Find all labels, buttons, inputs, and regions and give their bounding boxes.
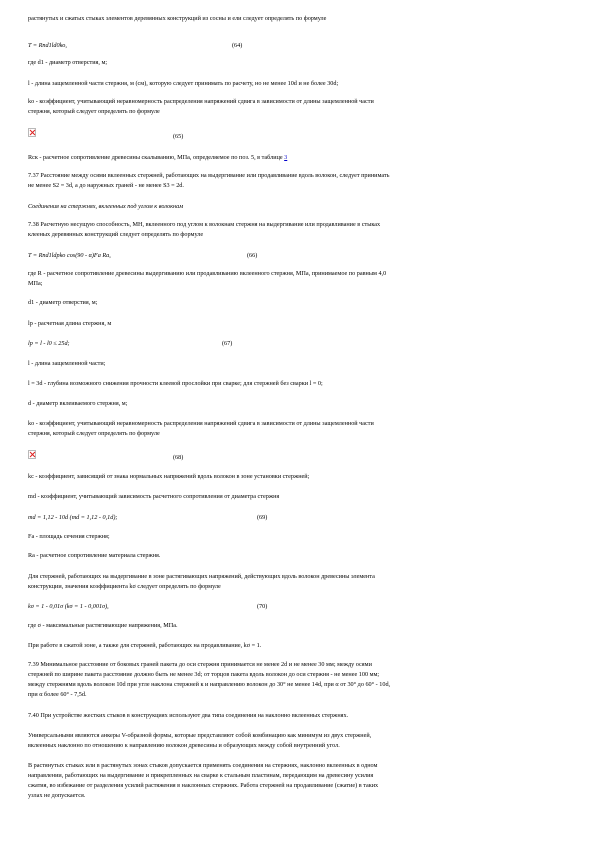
text-line: узлах не допускается. xyxy=(28,792,86,799)
text-line: между стержнями вдоль волокон 10d при угле наклона стержней к и направлению волокон до 30° не менее 14d, при α от 30° до 60° - 10d, xyxy=(28,681,391,688)
formula-number: (68) xyxy=(173,454,184,461)
text-line: направлении, работающих на выдергивание и прикрепленных на сварке к стальным пластинам, передающим на древесину усилия xyxy=(28,772,374,779)
text-line: 7.38 Расчетную несущую способность, МН, вклеенного под углом к волокнам стержня на выдергивание или продавливание в стыках xyxy=(28,221,381,228)
text-line: конструкции, значения коэффициента kσ следует определять по формуле xyxy=(28,583,221,590)
text-line: Rск - расчетное сопротивление древесины скалыванию, МПа, определяемое по поз. 5, в таблице 3 xyxy=(28,154,288,161)
formula-number: (64) xyxy=(232,42,243,49)
text-line: l - длина защемленной части стержня, м (см), которую следует принимать по расчету, но не менее 10d и не более 30d; xyxy=(28,80,339,87)
formula-number: (65) xyxy=(173,133,184,140)
text-line: Fa - площадь сечения стержня; xyxy=(28,533,110,540)
text-line: kc - коэффициент, зависящий от знака нормальных напряжений вдоль волокон в зоне установки стержней; xyxy=(28,473,310,480)
formula-66: T = Rnd1ldpko cos(90 - α)Fa Ra, xyxy=(28,252,111,259)
broken-image-icon xyxy=(28,450,36,459)
text-line: В растянутых стыках или в растянутых зонах стыков допускается применять соединения на стержнях, наклонно вклеенных в одном xyxy=(28,762,378,769)
text-line: lp - расчетная длина стержня, м xyxy=(28,320,112,327)
text-line: ko - коэффициент, учитывающий неравномерность распределения напряжений сдвига в зависимости от длины защемленной части xyxy=(28,98,374,105)
text-line: 7.40 При устройстве жестких стыков в конструкциях используют два типа соединения на наклонно вклеенных стержнях. xyxy=(28,712,349,719)
text-line: не менее S2 = 3d, а до наружных граней - не менее S3 = 2d. xyxy=(28,182,184,189)
text-line: ko - коэффициент, учитывающий неравномерность распределения напряжений сдвига в зависимости от длины защемленной части xyxy=(28,420,374,427)
formula-67: lp = l - l0 ≤ 25d; xyxy=(28,340,70,347)
formula-number: (67) xyxy=(222,340,233,347)
text-line: При работе в сжатой зоне, а также для стержней, работающих на продавливание, kσ = 1. xyxy=(28,642,262,649)
text-line: сжатия, во избежание от разделения усилий растяжения в наклонных стержнях. Работа стержней на продавливание (сжатие) в таких xyxy=(28,782,379,789)
text-line: МПа; xyxy=(28,280,43,287)
text-line: стержней по ширине пакета расстояние должно быть не менее 3d; от торцов пакета вдоль волокон до оси стержня - не менее 100 мм; xyxy=(28,671,380,678)
text-line: растянутых и сжатых стыках элементов деревянных конструкций из сосны и ели следует определять по формуле xyxy=(28,15,327,22)
formula-64: T = Rnd1ld0ko, xyxy=(28,42,67,49)
table-link[interactable]: 3 xyxy=(284,154,288,161)
text-line: d1 - диаметр отверстия, м; xyxy=(28,299,98,306)
formula-70: kσ = 1 - 0,01σ (kσ = 1 - 0,001σ), xyxy=(28,603,109,610)
text-line: стержня, который следует определять по формуле xyxy=(28,430,160,437)
text-line: вклеенных наклонно по отношению к направлению волокон древесины и образующих между собой внутренний угол. xyxy=(28,742,340,749)
text-line: l = 3d - глубина возможного снижения прочности клеевой прослойки при сварке; для стержней без сварки l = 0; xyxy=(28,380,323,387)
text-line: Универсальными являются анкеры V-образной формы, которые представляют собой комбинацию как минимум из двух стержней, xyxy=(28,732,372,739)
text-line: где σ - максимальные растягивающие напряжения, МПа. xyxy=(28,622,178,629)
formula-number: (69) xyxy=(257,514,268,521)
text-line: 7.37 Расстояние между осями вклеенных стержней, работающих на выдергивание или продавливание вдоль волокон, следует принимать xyxy=(28,172,390,179)
text-line: где R - расчетное сопротивление древесины выдергиванию или продавливанию вклеенного стержня, МПа, принимаемое по равным 4,0 xyxy=(28,270,387,277)
text-line: при α более 60° - 7,5d. xyxy=(28,691,87,698)
broken-image-icon xyxy=(28,128,36,137)
text-line: где d1 - диаметр отверстия, м; xyxy=(28,59,108,66)
text-line: l - длина защемленной части; xyxy=(28,360,106,367)
text-line: Ra - расчетное сопротивление материала стержня. xyxy=(28,552,161,559)
text-line: d - диаметр вклеиваемого стержня, м; xyxy=(28,400,128,407)
text-line: стержня, который следует определять по формуле xyxy=(28,108,160,115)
section-heading: Соединения на стержнях, вклеенных под углом к волокнам xyxy=(28,203,184,210)
text-line: md - коэффициент, учитывающий зависимость расчетного сопротивления от диаметра стержня xyxy=(28,493,280,500)
formula-number: (70) xyxy=(257,603,268,610)
text-line: Для стержней, работающих на выдергивание в зоне растягивающих напряжений, действующих вдоль волокон древесины элемента xyxy=(28,573,375,580)
formula-69: md = 1,12 - 10d (md = 1,12 - 0,1d); xyxy=(28,514,118,521)
text-line: 7.39 Минимальное расстояние от боковых граней пакета до оси стержня принимается не менее 2d и не менее 30 мм; между осями xyxy=(28,661,372,668)
formula-number: (66) xyxy=(247,252,258,259)
text-line: клееных деревянных конструкций следует определять по формуле xyxy=(28,231,204,238)
